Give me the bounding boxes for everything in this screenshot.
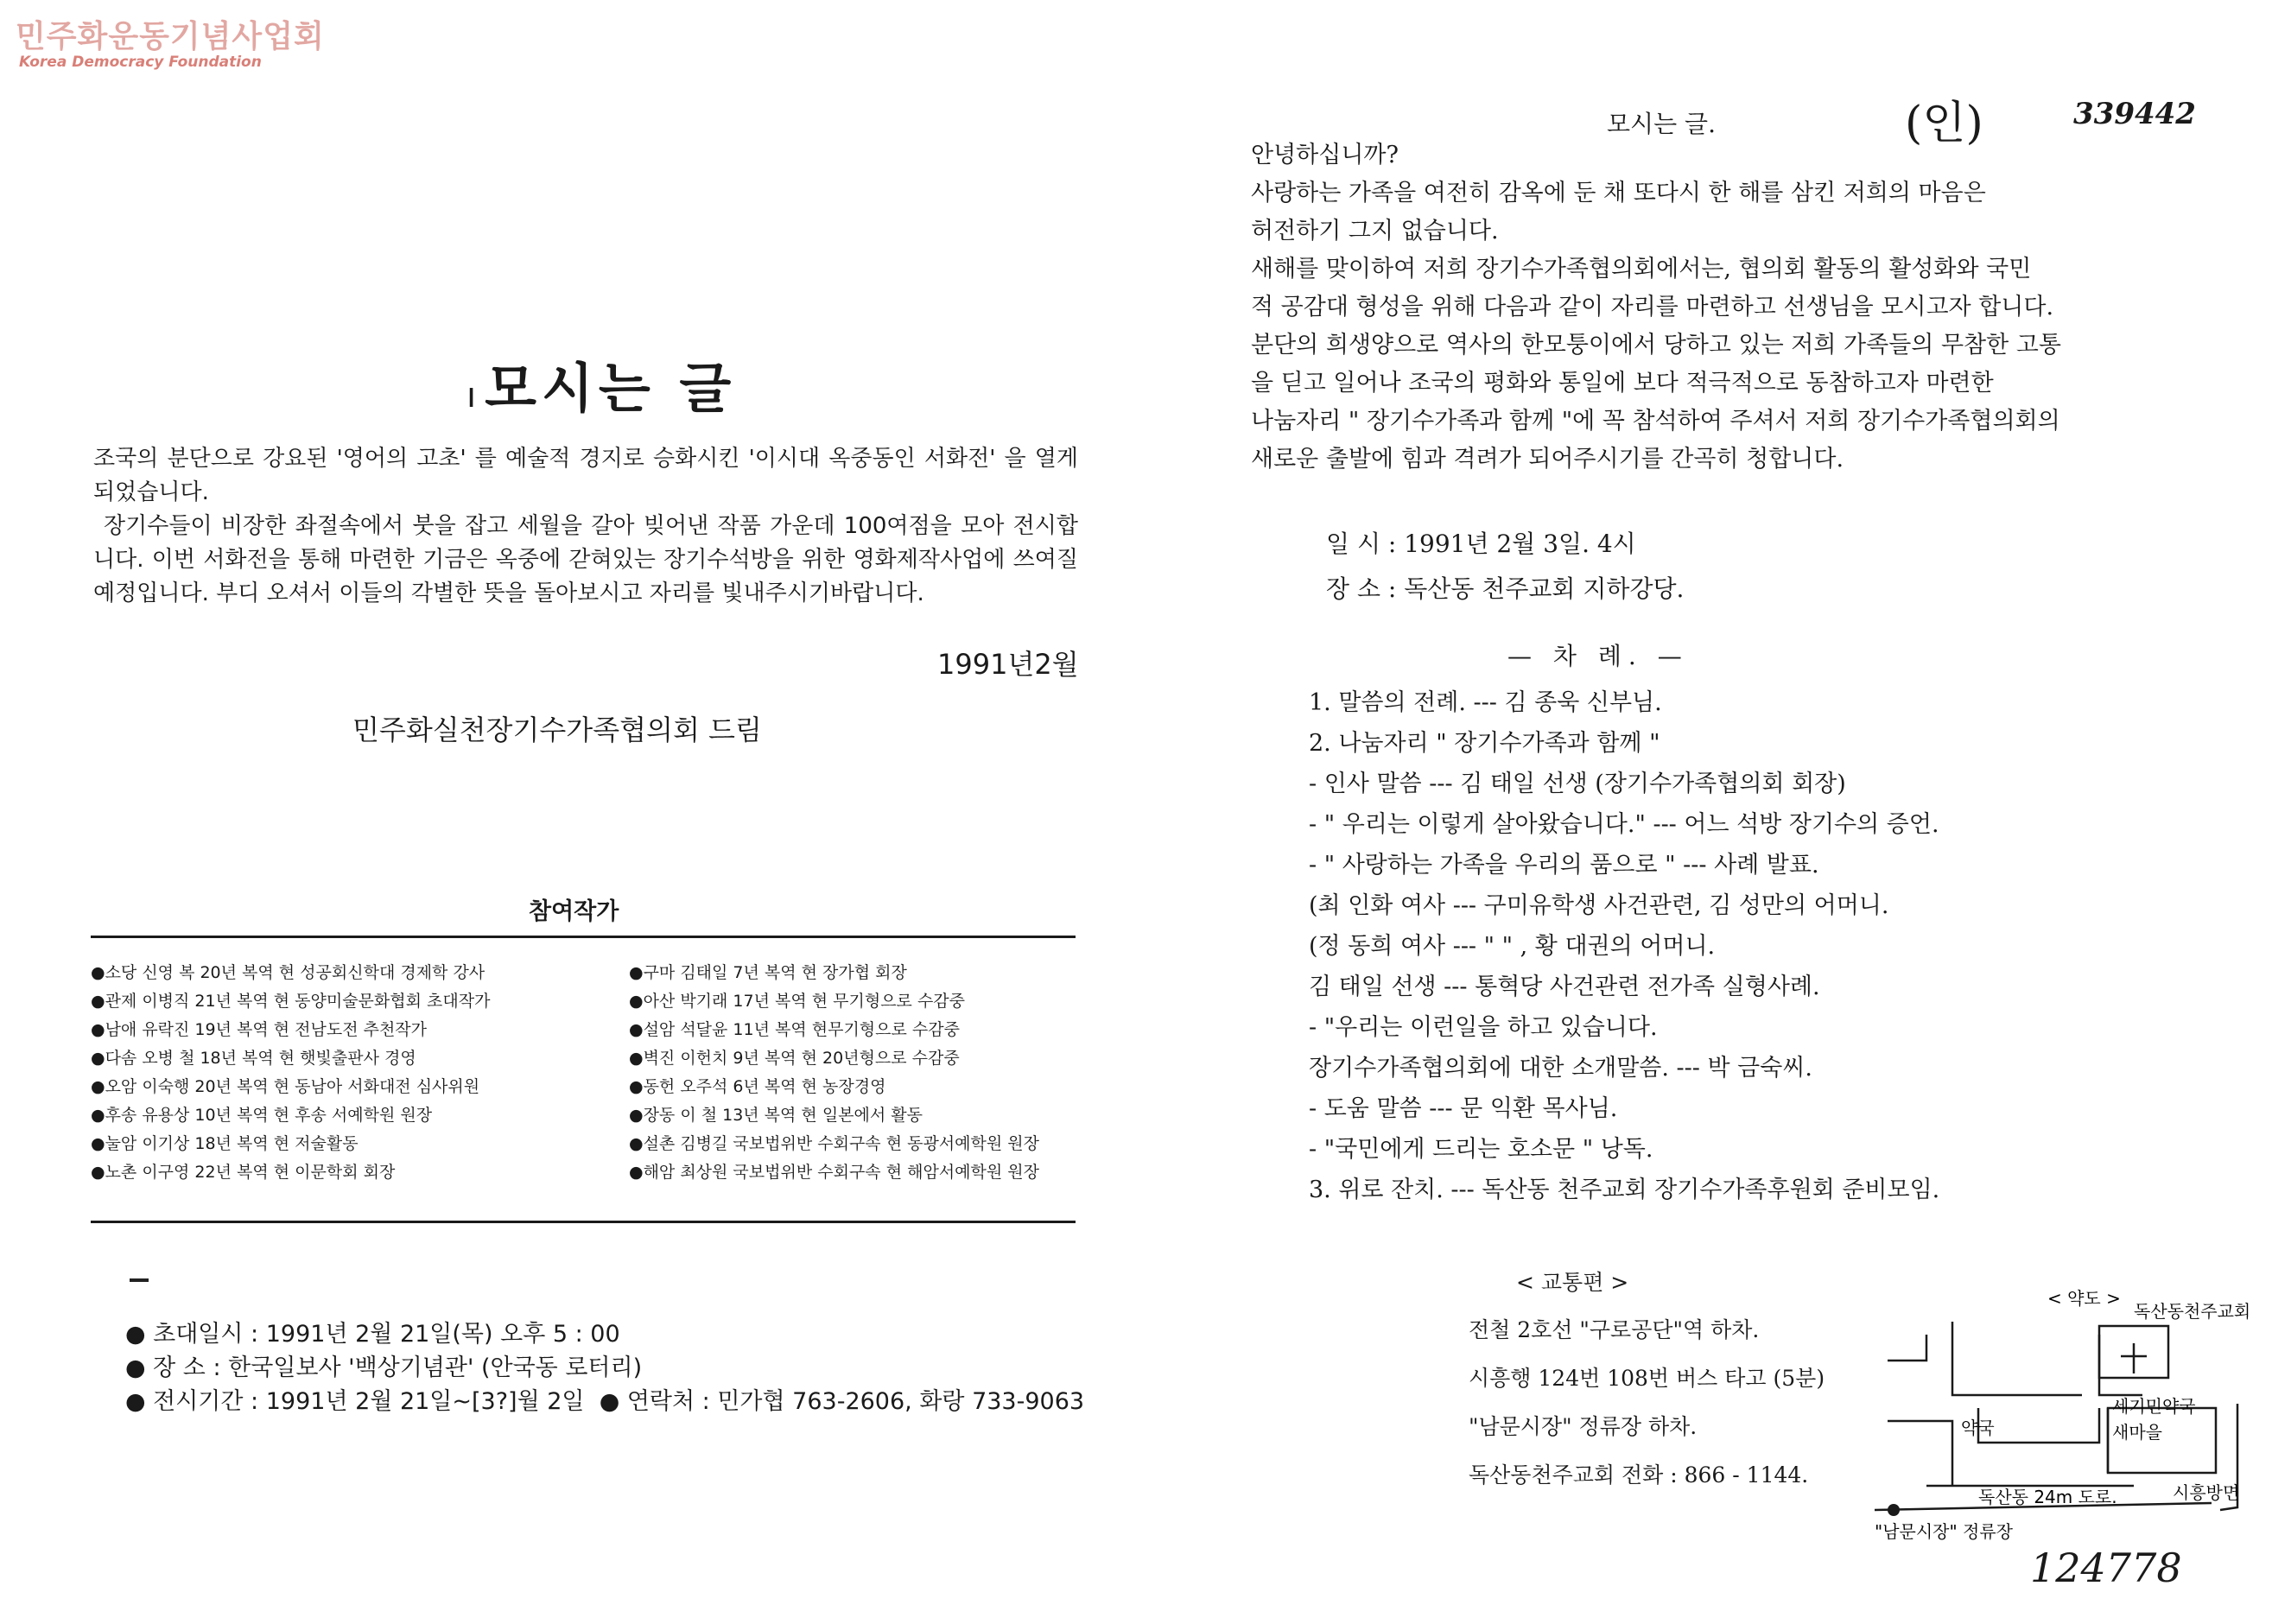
program-item: - "우리는 이런일을 하고 있습니다. [1309, 1014, 1658, 1041]
transport-line: 전철 2호선 "구로공단"역 하차. [1469, 1317, 1760, 1342]
artist-item: ●동헌 오주석 6년 복역 현 농장경영 [629, 1077, 886, 1096]
map-cross [2121, 1343, 2147, 1373]
artist-item: ●장동 이 철 13년 복역 현 일본에서 활동 [629, 1106, 923, 1125]
program-item: - 도움 말씀 --- 문 익환 목사님. [1309, 1095, 1618, 1122]
map-road [2099, 1335, 2142, 1395]
artist-item: ●설촌 김병길 국보법위반 수회구속 현 동광서예학원 원장 [629, 1134, 1039, 1153]
divider-bottom [91, 1221, 1076, 1223]
program-item: 김 태일 선생 --- 통혁당 사건관련 전가족 실형사례. [1309, 974, 1820, 1000]
artist-list-left [91, 959, 490, 1187]
dash-mark [130, 1278, 149, 1282]
program-item: - 인사 말씀 --- 김 태일 선생 (장기수가족협의회 회장) [1309, 771, 1846, 797]
watermark-subtitle: Korea Democracy Foundation [19, 54, 262, 71]
left-date: 1991년2월 [937, 648, 1079, 681]
map-shop2-label: 새마을 [2112, 1422, 2162, 1443]
event-time: 일 시 : 1991년 2월 3일. 4시 [1326, 530, 1636, 558]
invite-date: ● 초대일시 : 1991년 2월 21일(목) 오후 5 : 00 [125, 1321, 620, 1348]
artist-item: ●관제 이병직 21년 복역 현 동양미술문화협회 초대작가 [91, 992, 491, 1011]
map-stop-label: "남문시장" 정류장 [1875, 1521, 2013, 1542]
participants-title: 참여작가 [529, 898, 619, 925]
artist-item: ●설암 석달윤 11년 복역 현무기형으로 수감중 [629, 1020, 960, 1039]
letter-line: 새로운 출발에 힘과 격려가 되어주시기를 간곡히 청합니다. [1251, 446, 1844, 473]
watermark-title: 민주화운동기념사업회 [16, 19, 325, 54]
artist-item: ●노촌 이구영 22년 복역 현 이문학회 회장 [91, 1163, 396, 1182]
letter-line: 적 공감대 형성을 위해 다음과 같이 자리를 마련하고 선생님을 모시고자 합니다. [1251, 294, 2054, 320]
bus-stop-marker [1888, 1504, 1900, 1516]
map-road [1888, 1421, 1952, 1486]
map-road-label: 독산동 24m 도로. [1978, 1487, 2117, 1507]
map-church-label: 독산동천주교회 [2134, 1301, 2251, 1322]
transport-title: < 교통편 > [1516, 1270, 1629, 1295]
letter-line: 사랑하는 가족을 여전히 감옥에 둔 채 또다시 한 해를 삼킨 저희의 마음은 [1251, 180, 1986, 206]
program-item: (정 동희 여사 --- " " , 황 대권의 어머니. [1309, 933, 1716, 960]
exhibition-period: ● 전시기간 : 1991년 2월 21일~[3?]월 2일 ● 연락처 : 민가협 763-2606, 화랑 733-9063 [125, 1388, 1085, 1415]
artist-item: ●오암 이숙행 20년 복역 현 동남아 서화대전 심사위원 [91, 1077, 480, 1096]
intro-text [93, 442, 1078, 611]
letter-body [1251, 136, 2061, 479]
program-item: (최 인화 여사 --- 구미유학생 사건관련, 김 성만의 어머니. [1309, 892, 1889, 919]
event-info [125, 1317, 1084, 1418]
letter-line: 분단의 희생양으로 역사의 한모퉁이에서 당하고 있는 저희 가족들의 무참한 고통 [1251, 332, 2061, 358]
program-item: 3. 위로 잔치. --- 독산동 천주교회 장기수가족후원회 준비모임. [1309, 1177, 1940, 1203]
letter-line: 을 딛고 일어나 조국의 평화와 통일에 보다 적극적으로 동참하고자 마련한 [1251, 370, 1994, 396]
intro-paragraph: 조국의 분단으로 강요된 '영어의 고초' 를 예술적 경지로 승화시킨 '이시대 옥중동인 서화전' 을 열게 되었습니다. [93, 446, 1078, 505]
program-item: 1. 말씀의 전례. --- 김 종욱 신부님. [1309, 689, 1662, 716]
transport-line: 독산동천주교회 전화 : 866 - 1144. [1469, 1462, 1809, 1488]
stamp-mark: (인) [1905, 98, 1983, 149]
program-item: 2. 나눔자리 " 장기수가족과 함께 " [1309, 730, 1660, 757]
map-road [1888, 1335, 1926, 1361]
program-item: 장기수가족협의회에 대한 소개말씀. --- 박 금숙씨. [1309, 1055, 1813, 1082]
event-place: 장 소 : 독산동 천주교회 지하강당. [1326, 574, 1685, 603]
program-item: - "국민에게 드리는 호소문 " 낭독. [1309, 1136, 1653, 1163]
transport-line: "남문시장" 정류장 하차. [1469, 1414, 1698, 1439]
artist-item: ●벽진 이헌치 9년 복역 현 20년형으로 수감중 [629, 1049, 960, 1068]
divider-top [91, 936, 1076, 938]
letter-line: 새해를 맞이하여 저희 장기수가족협의회에서는, 협의회 활동의 활성화와 국민 [1251, 256, 2032, 282]
map-siheung-label: 시흥방면 [2173, 1482, 2240, 1503]
artist-item: ●아산 박기래 17년 복역 현 무기형으로 수감중 [629, 992, 966, 1011]
artist-item: ●구마 김태일 7년 복역 현 장가협 회장 [629, 963, 907, 982]
intro-paragraph: 장기수들이 비장한 좌절속에서 붓을 잡고 세월을 갈아 빚어낸 작품 가운데 100여점을 모아 전시합니다. 이번 서화전을 통해 마련한 기금은 옥중에 갇혀있는 장기수석방을 위한 영화제작사업에 쓰여질 예정입니다. 부디 오셔서 이들의 각별한 뜻을 돌아보시고 자리를 빛내주시기바랍니다. [93, 513, 1078, 606]
transport-line: 시흥행 124번 108번 버스 타고 (5분) [1469, 1366, 1825, 1391]
map-pharmacy-label: 약국 [1961, 1418, 1995, 1438]
archive-number: 124778 [2030, 1545, 2182, 1591]
location-map [1849, 1287, 2263, 1546]
map-road [1978, 1408, 2099, 1443]
program-item: - " 우리는 이렇게 살아왔습니다." --- 어느 석방 장기수의 증언. [1309, 811, 1939, 838]
transport-info [1469, 1306, 1825, 1500]
program-item: - " 사랑하는 가족을 우리의 품으로 " --- 사례 발표. [1309, 852, 1819, 879]
venue: ● 장 소 : 한국일보사 '백상기념관' (안국동 로터리) [125, 1354, 643, 1381]
artist-item: ●남애 유락진 19년 복역 현 전남도전 추천작가 [91, 1020, 428, 1039]
artist-item: ●눌암 이기상 18년 복역 현 저술활동 [91, 1134, 359, 1153]
letter-line: 허전하기 그지 없습니다. [1251, 218, 1499, 244]
artist-item: ●소당 신영 복 20년 복역 현 성공회신학대 경제학 강사 [91, 963, 485, 982]
map-shop1-label: 세기민약국 [2112, 1396, 2196, 1417]
left-org: 민주화실천장기수가족협의회 드림 [352, 714, 762, 746]
program-title: — 차 례. — [1507, 642, 1689, 670]
artist-item: ●후송 유용상 10년 복역 현 후송 서예학원 원장 [91, 1106, 433, 1125]
right-title: 모시는 글. [1607, 110, 1716, 138]
artist-item: ●다솜 오병 철 18년 복역 현 햇빛출판사 경영 [91, 1049, 416, 1068]
map-road [1952, 1322, 2082, 1395]
document-code: 339442 [2073, 97, 2196, 131]
map-title: < 약도 > [2047, 1288, 2121, 1309]
program-list [1309, 682, 1939, 1210]
letter-line: 안녕하십니까? [1251, 142, 1399, 168]
letter-line: 나눔자리 " 장기수가족과 함께 "에 꼭 참석하여 주셔서 저희 장기수가족협의회의 [1251, 408, 2060, 435]
artist-list-right [629, 959, 1039, 1187]
contact: ● 연락처 : 민가협 763-2606, 화랑 733-9063 [599, 1388, 1085, 1415]
artist-item: ●해암 최상원 국보법위반 수회구속 현 해암서예학원 원장 [629, 1163, 1039, 1182]
left-title: ı모시는 글 [466, 357, 737, 420]
